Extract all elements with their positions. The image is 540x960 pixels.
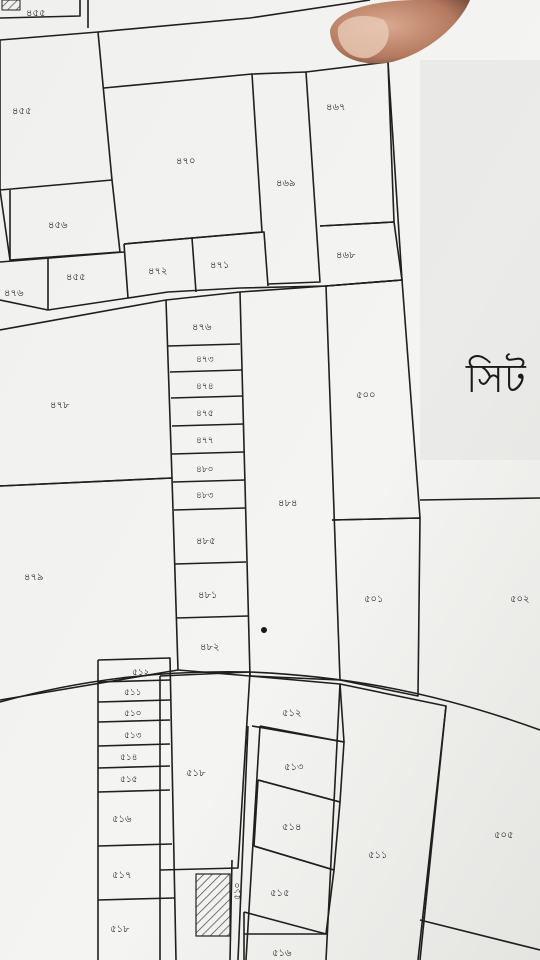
plot-label: ৫১৭	[112, 870, 132, 881]
plot-label: ৫১৮	[186, 768, 206, 779]
plot-label: ৪৫৫	[12, 106, 32, 117]
plot-label: ৫১৩	[284, 762, 304, 773]
plot-label: ৫১৪	[282, 822, 302, 833]
hatched-structure-top	[2, 0, 20, 10]
plot-label: ৪৬৯	[276, 178, 296, 189]
plot-label: ৪৭৫	[196, 409, 214, 419]
plot-label: ৪৫৬	[48, 220, 68, 231]
plot-label: ৪৮০	[196, 465, 214, 475]
plot-label: ৪৮৪	[278, 498, 298, 509]
plot-label: ৪৬৮	[336, 250, 356, 261]
plot-label: ৪৮৩	[196, 491, 214, 501]
plot-label: ৪৭০	[176, 156, 196, 167]
plot-label: ৪৮৫	[196, 536, 216, 547]
plot-label: ৫১৩	[124, 731, 142, 741]
plot-label: ৫১০	[124, 709, 142, 719]
plot-label: ৫১১	[124, 688, 142, 698]
plot-label: ৫০০	[356, 390, 376, 401]
plot-label: ৫০২	[510, 594, 530, 605]
sheet-heading: সিট	[466, 356, 526, 402]
plot-label: ৫১৮	[110, 924, 130, 935]
plot-label: ৪৫৫	[66, 272, 86, 283]
plot-label: ৫১৫	[120, 775, 138, 785]
plot-label: ৫১৬	[112, 814, 132, 825]
plot-label: ৫০৫	[494, 830, 514, 841]
plot-label: ৪৮২	[200, 642, 220, 653]
plot-label: ৪৭৯	[24, 572, 44, 583]
plot-label: ৫১৪	[120, 753, 138, 763]
road-label: ৫১০	[233, 882, 243, 900]
plot-label: ৫০১	[364, 594, 384, 605]
plot-label: ৪৭৬	[4, 288, 24, 299]
survey-point	[261, 627, 267, 633]
plot-label: ৪৭১	[210, 260, 230, 271]
plot-label: ৫১৫	[270, 888, 290, 899]
plot-label: ৪৭৩	[196, 355, 214, 365]
hatched-structure-bottom	[196, 874, 230, 936]
plot-label: ৫১২	[132, 668, 150, 678]
plot-label: ৪৬৭	[326, 102, 346, 113]
plot-label: ৫১৬	[272, 948, 292, 959]
plot-label: ৪৭৮	[50, 400, 70, 411]
plot-label: ৪৭৬	[192, 322, 212, 333]
plot-label: ৫১২	[282, 708, 302, 719]
plot-label: ৪৮১	[198, 590, 218, 601]
plot-label: ৫১১	[368, 850, 388, 861]
plot-label: ৪৫৫	[26, 8, 46, 19]
plot-label: ৪৭৪	[196, 382, 214, 392]
plot-label: ৪৭২	[148, 266, 168, 277]
plot-label: ৪৭৭	[196, 436, 214, 446]
